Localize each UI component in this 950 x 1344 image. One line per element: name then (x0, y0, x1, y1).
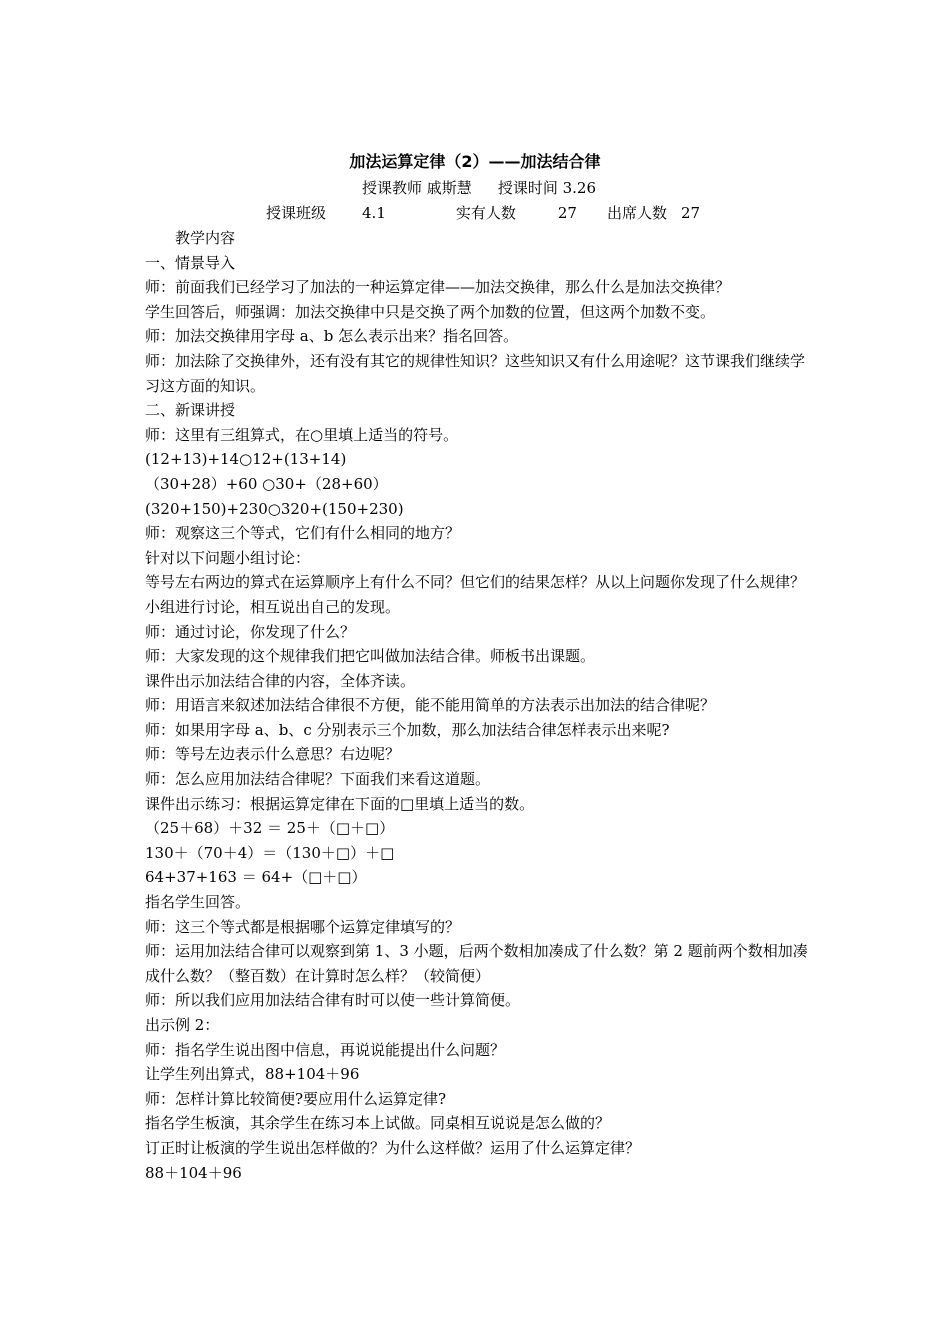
paragraph: 师：大家发现的这个规律我们把它叫做加法结合律。师板书出课题。 (145, 647, 596, 666)
paragraph: 指名学生回答。 (145, 893, 251, 912)
present-value: 27 (681, 204, 701, 222)
equation: 88＋104＋96 (145, 1163, 242, 1182)
teacher-time-line (362, 176, 596, 200)
actual-label: 实有人数 (455, 204, 516, 222)
paragraph: 指名学生板演，其余学生在练习本上试做。同桌相互说说是怎么做的？ (145, 1114, 611, 1133)
paragraph: 等号左右两边的算式在运算顺序上有什么不同？但它们的结果怎样？从以上问题你发现了什么规律？ (145, 573, 806, 592)
lesson-body (145, 226, 810, 1185)
equation: (320+150)+230○320+(150+230) (145, 499, 404, 518)
paragraph: 师：前面我们已经学习了加法的一种运算定律——加法交换律，那么什么是加法交换律？ (145, 278, 731, 297)
paragraph: 师：观察这三个等式，它们有什么相同的地方？ (145, 524, 461, 543)
paragraph: 师：通过讨论，你发现了什么？ (145, 622, 356, 641)
paragraph: 小组进行讨论，相互说出自己的发现。 (145, 597, 401, 616)
paragraph: 针对以下问题小组讨论： (145, 548, 311, 567)
paragraph: 师：加法交换律用字母 a、b 怎么表示出来？指名回答。 (145, 327, 519, 346)
paragraph: 师：运用加法结合律可以观察到第 1、3 小题，后两个数相加凑成了什么数？第 2 题前两个数相加凑成什么数？（整百数）在计算时怎么样？（较简便） (145, 942, 808, 985)
paragraph: 师：怎么应用加法结合律呢？下面我们来看这道题。 (145, 770, 491, 789)
paragraph: 师：所以我们应用加法结合律有时可以使一些计算简便。 (145, 991, 521, 1010)
class-label: 授课班级 (266, 204, 327, 222)
time-value: 3.26 (562, 179, 597, 197)
class-value: 4.1 (362, 204, 386, 222)
equation: 64+37+163 ＝ 64+（□＋□） (145, 868, 367, 887)
paragraph: 师：加法除了交换律外，还有没有其它的规律性知识？这些知识又有什么用途呢？这节课我们继续学习这方面的知识。 (145, 351, 806, 395)
equation: (12+13)+14○12+(13+14) (145, 450, 347, 469)
equation: （30+28）+60 ○30+（28+60） (145, 474, 388, 493)
paragraph: 师：这三个等式都是根据哪个运算定律填写的？ (145, 917, 461, 936)
section-heading: 二、新课讲授 (145, 401, 236, 420)
actual-value: 27 (557, 204, 577, 222)
paragraph: 师：这里有三组算式，在○里填上适当的符号。 (145, 425, 459, 444)
teacher-name: 戚斯慧 (426, 179, 472, 197)
equation: （25＋68）＋32 ＝ 25＋（□＋□） (145, 819, 395, 838)
paragraph: 师：指名学生说出图中信息，再说说能提出什么问题？ (145, 1040, 506, 1059)
document-title: 加法运算定律（2）——加法结合律 (349, 152, 601, 171)
section-label: 教学内容 (175, 229, 236, 247)
class-attendance-line (266, 201, 700, 225)
present-label: 出席人数 (606, 204, 667, 222)
section-heading: 一、情景导入 (145, 253, 236, 272)
paragraph: 订正时让板演的学生说出怎样做的？为什么这样做？运用了什么运算定律？ (145, 1138, 641, 1157)
paragraph: 出示例 2： (145, 1016, 220, 1034)
time-label: 授课时间 (497, 179, 558, 197)
paragraph: 课件出示加法结合律的内容，全体齐读。 (145, 671, 416, 690)
paragraph: 学生回答后，师强调：加法交换律中只是交换了两个加数的位置，但这两个加数不变。 (145, 302, 716, 321)
paragraph: 让学生列出算式，88+104＋96 (145, 1065, 360, 1084)
equation: 130＋（70＋4）＝（130＋□）＋□ (145, 843, 395, 862)
paragraph: 师：用语言来叙述加法结合律很不方便，能不能用简单的方法表示出加法的结合律呢？ (145, 696, 716, 715)
paragraph: 课件出示练习：根据运算定律在下面的□里填上适当的数。 (145, 794, 535, 813)
paragraph: 师：如果用字母 a、b、c 分别表示三个加数，那么加法结合律怎样表示出来呢? (145, 720, 670, 739)
paragraph: 师：怎样计算比较简便?要应用什么运算定律? (145, 1089, 447, 1108)
teacher-label: 授课教师 (362, 179, 423, 197)
paragraph: 师：等号左边表示什么意思？右边呢？ (145, 745, 401, 764)
